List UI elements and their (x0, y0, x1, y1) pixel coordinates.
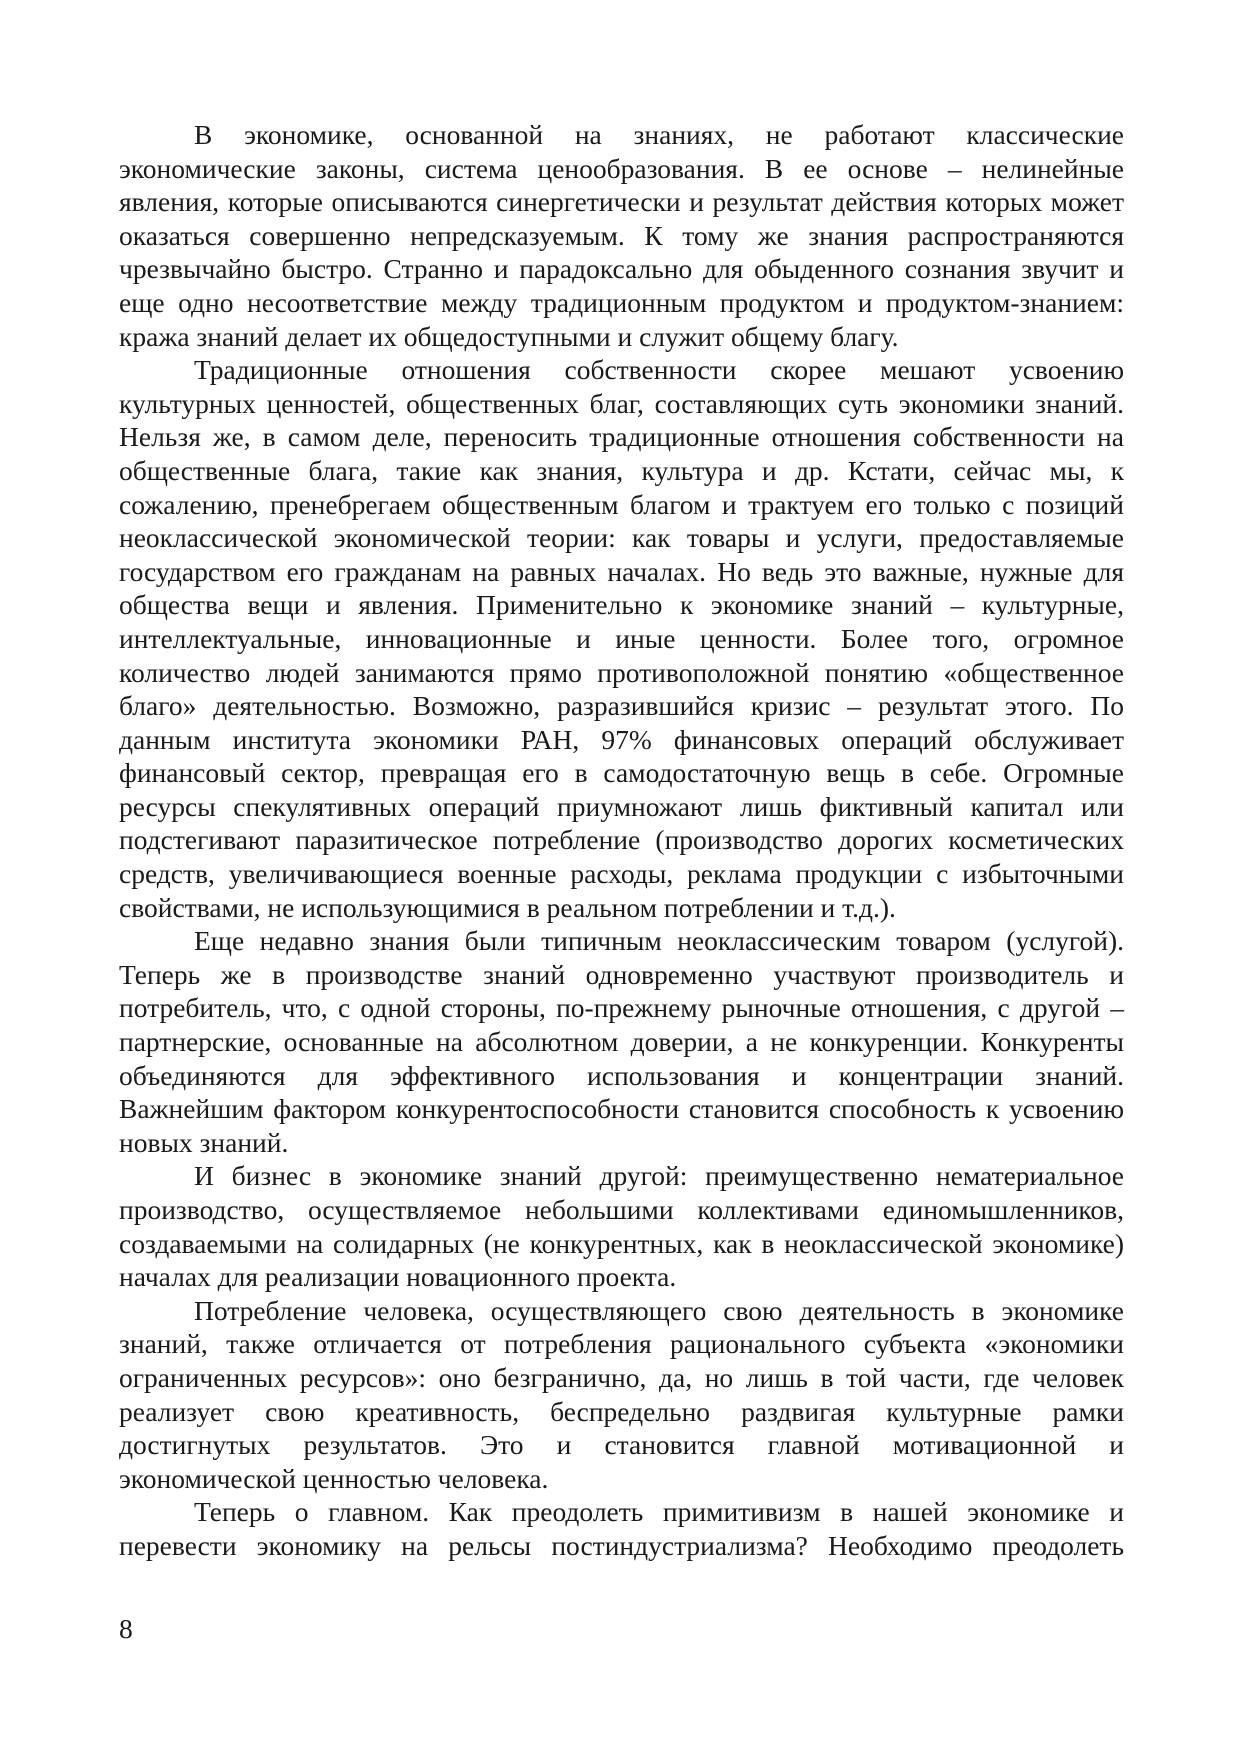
paragraph-knowledge-as-commodity: Еще недавно знания были типичным неоклассическим товаром (услугой). Теперь же в производстве знаний одновременно участвуют производитель и потребитель, что, с одной стороны, по-прежнему рыночные отношения, с другой – партнерские, основанные на абсолютном доверии, а не конкуренции. Конкуренты объединяются для эффективного использования и концентрации знаний. Важнейшим фактором конкурентоспособности становится способность к усвоению новых знаний. (119, 925, 1124, 1158)
body-text (119, 118, 1124, 1563)
paragraph-main-question: Теперь о главном. Как преодолеть примитивизм в нашей экономике и перевести экономику на рельсы постиндустриализма? Необходимо преодолеть (119, 1496, 1124, 1561)
page-number: 8 (119, 1613, 133, 1644)
paragraph-business: И бизнес в экономике знаний другой: преимущественно нематериальное производство, осуществляемое небольшими коллективами единомышленников, создаваемыми на солидарных (не конкурентных, как в неоклассической экономике) началах для реализации новационного проекта. (119, 1160, 1124, 1293)
paragraph-consumption: Потребление человека, осуществляющего свою деятельность в экономике знаний, также отличается от потребления рационального субъекта «экономики ограниченных ресурсов»: оно безгранично, да, но лишь в той части, где человек реализует свою креативность, беспредельно раздвигая культурные рамки достигнутых результатов. Это и становится главной мотивационной и экономической ценностью человека. (119, 1294, 1124, 1494)
paragraph-property-relations: Традиционные отношения собственности скорее мешают усвоению культурных ценностей, общественных благ, составляющих суть экономики знаний. Нельзя же, в самом деле, переносить традиционные отношения собственности на общественные блага, такие как знания, культура и др. Кстати, сейчас мы, к сожалению, пренебрегаем общественным благом и трактуем его только с позиций неоклассической экономической теории: как товары и услуги, предоставляемые государством его гражданам на равных началах. Но ведь это важные, нужные для общества вещи и явления. Применительно к экономике знаний – культурные, интеллектуальные, инновационные и иные ценности. Более того, огромное количество людей занимаются прямо противоположной понятию «общественное благо» деятельностью. Возможно, разразившийся кризис – результат этого. По данным института экономики РАН, 97% финансовых операций обслуживает финансовый сектор, превращая его в самодостаточную вещь в себе. Огромные ресурсы спекулятивных операций приумножают лишь фиктивный капитал или подстегивают паразитическое потребление (производство дорогих косметических средств, увеличивающиеся военные расходы, реклама продукции с избыточными свойствами, не использующимися в реальном потреблении и т.д.). (119, 354, 1124, 923)
paragraph-knowledge-economy: В экономике, основанной на знаниях, не работают классические экономические законы, система ценообразования. В ее основе – нелинейные явления, которые описываются синергетически и результат действия которых может оказаться совершенно непредсказуемым. К тому же знания распространяются чрезвычайно быстро. Странно и парадоксально для обыденного сознания звучит и еще одно несоответствие между традиционным продуктом и продуктом-знанием: кража знаний делает их общедоступными и служит общему благу. (119, 119, 1124, 352)
